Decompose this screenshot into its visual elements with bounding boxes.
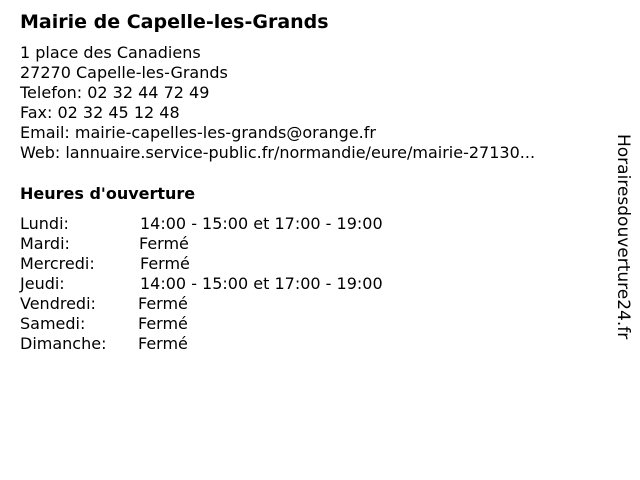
fax-number: Fax: 02 32 45 12 48 bbox=[20, 103, 180, 122]
day-label: Mardi: bbox=[20, 234, 70, 253]
day-label: Mercredi: bbox=[20, 254, 95, 273]
opening-hours-heading: Heures d'ouverture bbox=[20, 184, 196, 203]
phone-number: Telefon: 02 32 44 72 49 bbox=[20, 83, 210, 102]
hours-value: Fermé bbox=[139, 234, 189, 253]
contact-block bbox=[20, 43, 535, 163]
address-line-2: 27270 Capelle-les-Grands bbox=[20, 63, 228, 82]
hours-value: Fermé bbox=[140, 254, 190, 273]
website-link: Web: lannuaire.service-public.fr/normandie/eure/mairie-27130... bbox=[20, 143, 536, 162]
day-label: Lundi: bbox=[20, 214, 69, 233]
address-line-1: 1 place des Canadiens bbox=[20, 43, 201, 62]
day-label: Samedi: bbox=[20, 314, 86, 333]
site-brand-vertical: Horairesdouverture24.fr bbox=[613, 134, 633, 340]
hours-value: 14:00 - 15:00 et 17:00 - 19:00 bbox=[140, 214, 383, 233]
hours-value: Fermé bbox=[138, 334, 188, 353]
hours-value: Fermé bbox=[138, 294, 188, 313]
email-address: Email: mairie-capelles-les-grands@orange.fr bbox=[20, 123, 376, 142]
day-label: Vendredi: bbox=[20, 294, 96, 313]
day-label: Dimanche: bbox=[20, 334, 107, 353]
hours-value: 14:00 - 15:00 et 17:00 - 19:00 bbox=[140, 274, 383, 293]
hours-value: Fermé bbox=[138, 314, 188, 333]
page-title: Mairie de Capelle-les-Grands bbox=[20, 11, 329, 33]
day-label: Jeudi: bbox=[20, 274, 65, 293]
